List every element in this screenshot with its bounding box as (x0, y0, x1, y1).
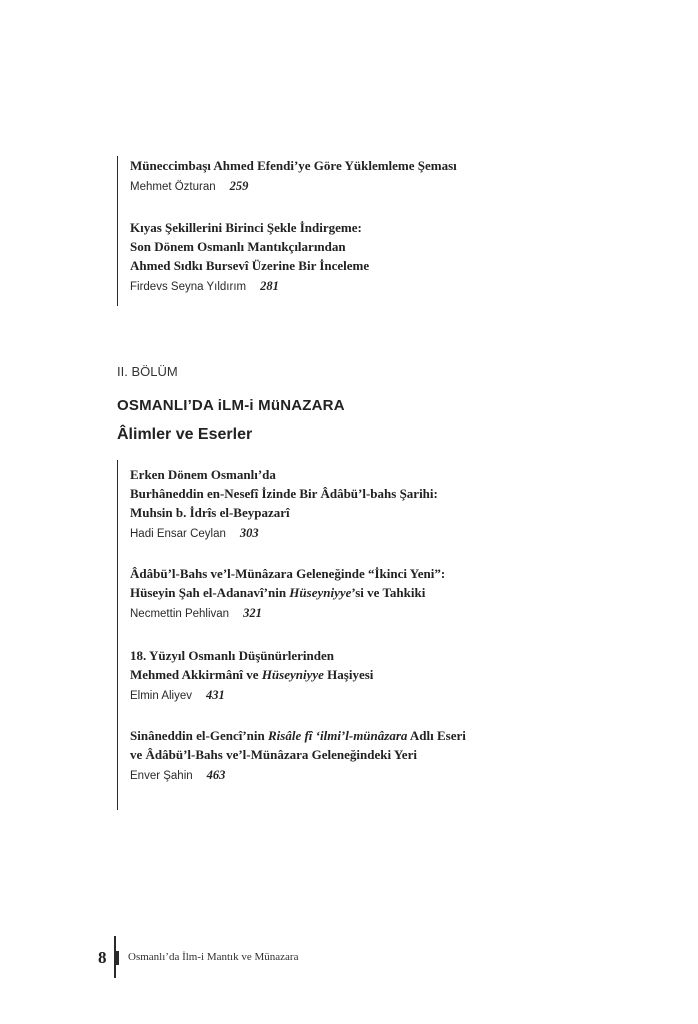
entry-title-line: ve Âdâbü’l-Bahs ve’l-Münâzara Geleneğindeki Yeri (130, 747, 417, 762)
entry-page-number: 259 (229, 179, 249, 193)
entry-meta (130, 688, 570, 703)
entry-title-line: Burhâneddin en-Nesefî İzinde Bir Âdâbü’l-bahs Şarihi: (130, 486, 438, 501)
entry-title: Müneccimbaşı Ahmed Efendi’ye Göre Yüklemleme Şeması (130, 158, 457, 173)
entry-meta (130, 768, 570, 783)
toc-entry[interactable] (130, 726, 570, 783)
footer-running-title: Osmanlı’da İlm-i Mantık ve Münazara (128, 951, 299, 963)
entry-author: Necmettin Pehlivan (130, 608, 230, 620)
entry-title-line: Sinâneddin el-Gencî’nin Risâle fî ‘ilmi’l-münâzara Adlı Eseri (130, 728, 466, 743)
entry-page-number: 463 (206, 768, 226, 782)
entry-author: Enver Şahin (130, 770, 193, 782)
entry-author: Elmin Aliyev (130, 690, 192, 702)
entry-page-number: 321 (243, 606, 262, 620)
toc-entry[interactable] (130, 646, 570, 703)
entry-title-line: Ahmed Sıdkı Bursevî Üzerine Bir İnceleme (130, 258, 370, 273)
entry-title-line: 18. Yüzyıl Osmanlı Düşünürlerinden (130, 648, 334, 663)
section-title: OSMANLI’DA iLM-i MüNAZARA (117, 397, 345, 414)
toc-entry[interactable] (130, 156, 570, 194)
entry-title-line: Muhsin b. İdrîs el-Beypazarî (130, 505, 290, 520)
entry-meta (130, 526, 570, 541)
entry-page-number: 303 (239, 526, 259, 540)
toc-entry[interactable] (130, 564, 570, 621)
entry-title-line: Son Dönem Osmanlı Mantıkçılarından (130, 239, 346, 254)
toc-group-part2 (117, 460, 558, 810)
entry-title-line: Âdâbü’l-Bahs ve’l-Münâzara Geleneğinde “İkinci Yeni”: (130, 566, 446, 581)
entry-meta (130, 279, 570, 294)
entry-title-line: Kıyas Şekillerini Birinci Şekle İndirgeme: (130, 220, 362, 235)
entry-author: Hadi Ensar Ceylan (130, 528, 226, 540)
entry-page-number: 431 (206, 688, 225, 702)
footer-page-number: 8 (98, 948, 107, 967)
section-subtitle: Âlimler ve Eserler (117, 426, 253, 443)
page-footer (98, 936, 398, 978)
entry-author: Mehmet Özturan (130, 181, 216, 193)
footer-marker (115, 951, 119, 965)
entry-meta (130, 606, 570, 621)
entry-page-number: 281 (260, 279, 279, 293)
toc-entry[interactable] (130, 465, 570, 541)
entry-title-line: Mehmed Akkirmânî ve Hüseyniyye Haşiyesi (130, 667, 374, 682)
entry-meta (130, 179, 570, 194)
toc-entry[interactable] (130, 218, 570, 294)
entry-title-line: Hüseyin Şah el-Adanavî’nin Hüseyniyye’si ve Tahkiki (130, 585, 426, 600)
section-label: II. BÖLÜM (117, 364, 178, 379)
entry-title-line: Erken Dönem Osmanlı’da (130, 467, 276, 482)
entry-author: Firdevs Seyna Yıldırım (130, 281, 247, 293)
toc-group-part1 (117, 156, 558, 306)
